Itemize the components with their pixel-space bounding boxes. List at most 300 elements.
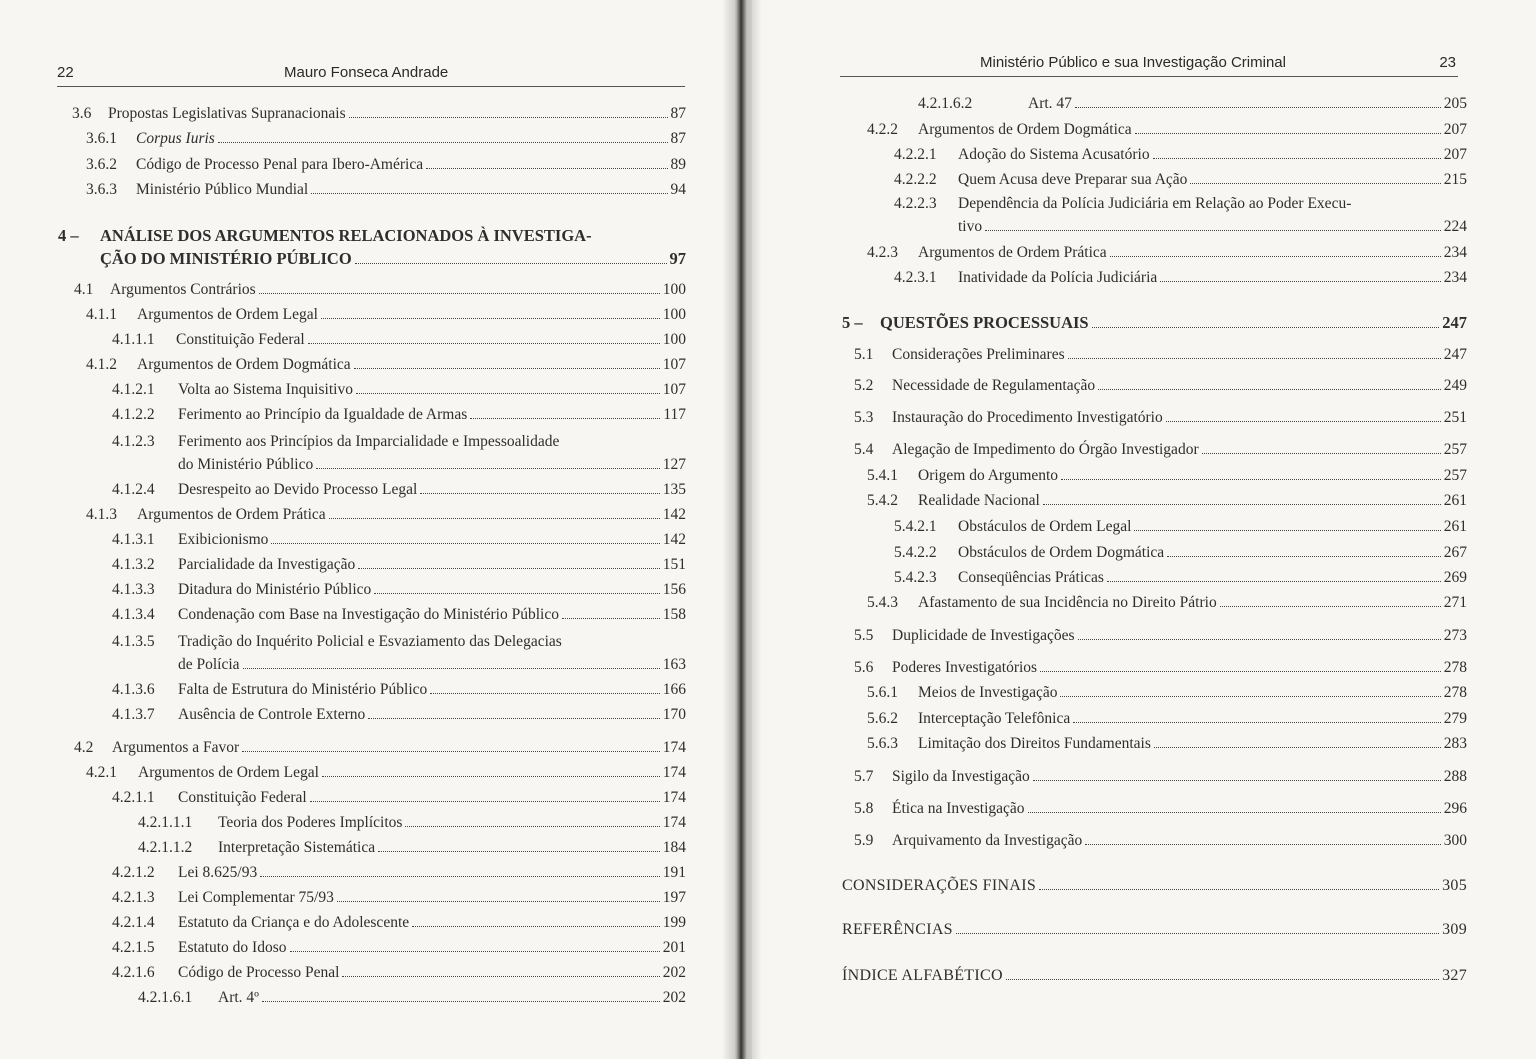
toc-entry-label: Origem do Argumento	[918, 467, 1059, 484]
toc-entry-label: Argumentos de Ordem Dogmática	[137, 356, 351, 373]
toc-entry-page: 156	[662, 581, 686, 598]
toc-entry-label: Realidade Nacional	[918, 492, 1040, 509]
toc-entry-label: do Ministério Público	[178, 456, 314, 473]
toc-entry-4-2-1-3-lei-complementar-75-93	[112, 888, 686, 908]
toc-entry-5-6-poderes-investigatorios	[854, 658, 1467, 678]
toc-entry-label: Alegação de Impedimento do Órgão Investigador	[892, 441, 1199, 458]
toc-entry-label: Parcialidade da Investigação	[178, 556, 356, 573]
toc-entry-page: 296	[1443, 800, 1467, 817]
toc-entry-number: 4 –	[58, 226, 79, 245]
toc-entry-page: 166	[662, 681, 686, 698]
toc-dot-leader	[1098, 389, 1441, 390]
toc-entry-number: 5.4	[854, 441, 874, 458]
toc-dot-leader	[562, 618, 660, 619]
toc-entry-label: Argumentos de Ordem Prática	[918, 244, 1107, 261]
toc-entry-label: Volta ao Sistema Inquisitivo	[178, 381, 353, 398]
toc-entry-4-1-3-6-falta-de-estrutura-do-ministerio-publico	[112, 680, 686, 700]
toc-entry-4-2-2-3-tivo	[894, 217, 1467, 237]
toc-entry-label: Conseqüências Práticas	[958, 569, 1104, 586]
toc-entry-number: 4.2.1.6	[112, 964, 155, 981]
toc-dot-leader	[412, 926, 660, 927]
toc-entry-label: Estatuto do Idoso	[178, 939, 287, 956]
toc-dot-leader	[1028, 812, 1441, 813]
toc-dot-leader	[1220, 606, 1441, 607]
toc-entry-page: 202	[662, 989, 686, 1006]
toc-entry-number: 5.4.1	[867, 467, 898, 484]
toc-entry-label: Lei Complementar 75/93	[178, 889, 334, 906]
toc-entry-page: 249	[1443, 377, 1467, 394]
toc-entry-consideracoes-finais	[842, 876, 1467, 896]
toc-dot-leader	[1068, 358, 1441, 359]
left-page-number: 22	[57, 64, 74, 81]
toc-entry-4-2-1-1-1-teoria-dos-poderes-implicitos	[138, 813, 686, 833]
toc-entry-indice-alfabetico	[842, 966, 1467, 986]
toc-entry-number: 4.1.3.7	[112, 706, 155, 723]
toc-entry-4-1-2-2-ferimento-ao-principio-da-igualdade-de-armas	[112, 405, 686, 425]
toc-entry-number: 4.2.2	[867, 121, 898, 138]
toc-dot-leader	[1040, 671, 1441, 672]
toc-entry-4-2-1-5-estatuto-do-idoso	[112, 938, 686, 958]
toc-entry-number: 4.1.3.2	[112, 556, 155, 573]
toc-entry-number: 4.2.1.2	[112, 864, 155, 881]
toc-dot-leader	[337, 901, 660, 902]
toc-entry-page: 135	[662, 481, 686, 498]
toc-entry-page: 327	[1442, 967, 1467, 984]
toc-entry-number: 4.1.3.1	[112, 531, 155, 548]
toc-dot-leader	[358, 568, 659, 569]
toc-entry-page: 234	[1443, 269, 1467, 286]
toc-entry-number: 4.1.2.1	[112, 381, 155, 398]
toc-entry-number: 3.6.1	[86, 130, 117, 147]
toc-entry-number: 5.7	[854, 768, 874, 785]
toc-dot-leader	[1202, 453, 1441, 454]
toc-dot-leader	[1043, 504, 1441, 505]
toc-entry-label: Falta de Estrutura do Ministério Público	[178, 681, 428, 698]
toc-entry-5-4-2-1-obstaculos-de-ordem-legal	[894, 517, 1467, 537]
toc-entry-page: 267	[1443, 544, 1467, 561]
toc-entry-label: REFERÊNCIAS	[842, 921, 953, 938]
toc-entry-5-5-duplicidade-de-investigacoes	[854, 626, 1467, 646]
left-toc	[0, 0, 735, 1059]
right-toc	[752, 0, 1536, 1059]
toc-entry-label: Interceptação Telefônica	[918, 710, 1071, 727]
toc-entry-4-2-1-1-constituicao-federal	[112, 788, 686, 808]
toc-entry-label: Ferimento ao Princípio da Igualdade de Armas	[178, 406, 468, 423]
toc-dot-leader	[1033, 780, 1441, 781]
toc-entry-4-cao-do-ministerio-publico-line1	[58, 226, 592, 246]
toc-entry-number: 4.2.2.2	[894, 171, 937, 188]
left-running-title: Mauro Fonseca Andrade	[284, 64, 449, 81]
toc-entry-5-4-1-origem-do-argumento	[867, 466, 1467, 486]
toc-entry-page: 100	[662, 306, 686, 323]
toc-dot-leader	[430, 693, 659, 694]
toc-dot-leader	[329, 518, 660, 519]
toc-entry-number: 4.1.1.1	[112, 331, 155, 348]
toc-entry-4-1-2-4-desrespeito-ao-devido-processo-legal	[112, 480, 686, 500]
toc-entry-number: 5.6.1	[867, 684, 898, 701]
toc-entry-page: 207	[1443, 146, 1467, 163]
toc-entry-label: Necessidade de Regulamentação	[892, 377, 1096, 394]
toc-entry-4-2-2-1-adocao-do-sistema-acusatorio	[894, 145, 1467, 165]
toc-entry-number: 4.2.1.5	[112, 939, 155, 956]
toc-entry-4-2-1-6-1-art-4	[138, 988, 686, 1008]
toc-entry-label: Argumentos Contrários	[110, 281, 256, 298]
toc-entry-label: Art. 47	[1028, 95, 1072, 112]
toc-dot-leader	[316, 468, 660, 469]
toc-entry-number: 5 –	[842, 313, 863, 332]
toc-entry-page: 269	[1443, 569, 1467, 586]
toc-dot-leader	[262, 1001, 660, 1002]
toc-dot-leader	[368, 718, 660, 719]
toc-entry-number: 4.2.1.6.2	[918, 95, 973, 112]
toc-entry-number: 3.6.2	[86, 156, 117, 173]
toc-entry-4-1-3-argumentos-de-ordem-pratica	[86, 505, 686, 525]
toc-dot-leader	[290, 951, 660, 952]
toc-entry-label: Condenação com Base na Investigação do Ministério Público	[178, 606, 559, 623]
toc-entry-number: 5.6.3	[867, 735, 898, 752]
toc-entry-label: Argumentos de Ordem Dogmática	[918, 121, 1132, 138]
toc-entry-label: Argumentos a Favor	[112, 739, 240, 756]
toc-dot-leader	[1190, 183, 1440, 184]
toc-dot-leader	[1166, 421, 1441, 422]
toc-entry-label: Corpus Iuris	[136, 130, 215, 147]
toc-entry-number: 5.4.2.2	[894, 544, 937, 561]
toc-entry-page: 257	[1443, 467, 1467, 484]
toc-dot-leader	[1039, 889, 1439, 890]
toc-entry-page: 158	[662, 606, 686, 623]
toc-entry-page: 142	[662, 531, 686, 548]
toc-entry-page: 279	[1443, 710, 1467, 727]
toc-entry-number: 4.1.1	[86, 306, 117, 323]
toc-entry-number: 4.2.1	[86, 764, 117, 781]
toc-entry-label: de Polícia	[178, 656, 240, 673]
toc-entry-page: 305	[1442, 877, 1467, 894]
toc-entry-page: 207	[1443, 121, 1467, 138]
toc-dot-leader	[378, 851, 660, 852]
toc-entry-page: 257	[1443, 441, 1467, 458]
toc-entry-4-1-2-3-do-ministerio-publico-line1	[112, 432, 559, 452]
toc-entry-5-4-2-2-obstaculos-de-ordem-dogmatica	[894, 543, 1467, 563]
toc-entry-4-1-3-4-condenacao-com-base-na-investigacao-do-ministerio-pu	[112, 605, 686, 625]
toc-entry-number: 4.1.2.4	[112, 481, 155, 498]
toc-dot-leader	[426, 168, 667, 169]
toc-entry-4-2-2-3-tivo-line1	[894, 194, 1351, 214]
toc-entry-number: 4.2.2.1	[894, 146, 937, 163]
toc-entry-page: 100	[662, 281, 686, 298]
toc-entry-number: 5.6	[854, 659, 874, 676]
toc-entry-label: Desrespeito ao Devido Processo Legal	[178, 481, 418, 498]
toc-dot-leader	[1134, 530, 1440, 531]
toc-entry-label: Obstáculos de Ordem Dogmática	[958, 544, 1165, 561]
toc-entry-3-6-3-ministerio-publico-mundial	[86, 180, 686, 200]
toc-entry-5-6-3-limitacao-dos-direitos-fundamentais	[867, 734, 1467, 754]
toc-entry-page: 174	[662, 814, 686, 831]
toc-entry-page: 273	[1443, 627, 1467, 644]
toc-entry-label: Art. 4º	[218, 989, 259, 1006]
toc-entry-label: Ausência de Controle Externo	[178, 706, 366, 723]
toc-entry-4-1-3-5-de-policia-line1	[112, 632, 562, 652]
toc-entry-4-cao-do-ministerio-publico	[58, 249, 686, 269]
toc-entry-number: 4.2.1.3	[112, 889, 155, 906]
toc-entry-page: 300	[1443, 832, 1467, 849]
toc-entry-4-1-2-1-volta-ao-sistema-inquisitivo	[112, 380, 686, 400]
toc-entry-label: Limitação dos Direitos Fundamentais	[918, 735, 1151, 752]
toc-entry-4-1-3-5-de-policia	[112, 655, 686, 675]
toc-entry-5-3-instauracao-do-procedimento-investigatorio	[854, 408, 1467, 428]
toc-entry-number: 4.1	[74, 281, 94, 298]
toc-entry-label: Meios de Investigação	[918, 684, 1058, 701]
toc-dot-leader	[308, 343, 660, 344]
toc-entry-4-1-3-3-ditadura-do-ministerio-publico	[112, 580, 686, 600]
toc-entry-page: 247	[1442, 313, 1467, 332]
toc-dot-leader	[1154, 747, 1441, 748]
toc-entry-number: 4.1.3.3	[112, 581, 155, 598]
toc-dot-leader	[470, 418, 660, 419]
toc-entry-4-1-3-7-ausencia-de-controle-externo	[112, 705, 686, 725]
toc-dot-leader	[1160, 281, 1440, 282]
toc-entry-4-1-2-argumentos-de-ordem-dogmatica	[86, 355, 686, 375]
toc-entry-5-4-alegacao-de-impedimento-do-orgao-investigador	[854, 440, 1467, 460]
toc-dot-leader	[349, 117, 668, 118]
toc-entry-label: Constituição Federal	[178, 789, 307, 806]
toc-entry-page: 278	[1443, 684, 1467, 701]
toc-entry-page: 107	[662, 356, 686, 373]
toc-entry-number: 4.2.1.6.1	[138, 989, 193, 1006]
toc-entry-number: 5.8	[854, 800, 874, 817]
toc-entry-number: 4.2.3	[867, 244, 898, 261]
toc-dot-leader	[985, 230, 1441, 231]
toc-entry-page: 151	[662, 556, 686, 573]
toc-dot-leader	[243, 668, 660, 669]
toc-entry-page: 184	[662, 839, 686, 856]
toc-dot-leader	[1110, 256, 1441, 257]
toc-dot-leader	[310, 801, 660, 802]
toc-entry-4-1-2-3-do-ministerio-publico	[112, 455, 686, 475]
toc-entry-5-6-2-interceptacao-telefonica	[867, 709, 1467, 729]
toc-entry-label: QUESTÕES PROCESSUAIS	[880, 313, 1089, 332]
toc-entry-page: 174	[662, 764, 686, 781]
toc-entry-4-2-3-argumentos-de-ordem-pratica	[867, 243, 1467, 263]
toc-dot-leader	[354, 368, 660, 369]
right-running-title: Ministério Público e sua Investigação Criminal	[980, 54, 1286, 71]
right-page-number: 23	[1439, 54, 1456, 71]
toc-entry-4-2-1-2-lei-8-625-93	[112, 863, 686, 883]
toc-dot-leader	[1135, 133, 1441, 134]
toc-entry-page: 247	[1443, 346, 1467, 363]
toc-entry-label: Ministério Público Mundial	[136, 181, 309, 198]
toc-dot-leader	[1075, 107, 1441, 108]
toc-entry-number: 5.4.2.3	[894, 569, 937, 586]
toc-dot-leader	[405, 826, 659, 827]
toc-entry-number: 5.9	[854, 832, 874, 849]
toc-dot-leader	[1061, 479, 1441, 480]
toc-entry-label: Lei 8.625/93	[178, 864, 258, 881]
toc-entry-number: 4.1.2	[86, 356, 117, 373]
toc-dot-leader	[1078, 639, 1441, 640]
toc-entry-number: 5.2	[854, 377, 874, 394]
toc-entry-referencias	[842, 920, 1467, 940]
toc-entry-number: 4.2	[74, 739, 94, 756]
toc-entry-page: 117	[663, 406, 686, 423]
toc-entry-label: Inatividade da Polícia Judiciária	[958, 269, 1158, 286]
toc-entry-3-6-1-corpus-iuris	[86, 129, 686, 149]
toc-entry-page: 261	[1443, 518, 1467, 535]
toc-entry-page: 174	[662, 739, 686, 756]
toc-dot-leader	[311, 193, 667, 194]
toc-entry-5-9-arquivamento-da-investigacao	[854, 831, 1467, 851]
toc-entry-page: 283	[1443, 735, 1467, 752]
toc-entry-3-6-2-codigo-de-processo-penal-para-ibero-america	[86, 155, 686, 175]
toc-entry-4-2-2-argumentos-de-ordem-dogmatica	[867, 120, 1467, 140]
toc-entry-page: 87	[670, 130, 686, 147]
toc-dot-leader	[1167, 556, 1441, 557]
toc-dot-leader	[1107, 581, 1441, 582]
toc-entry-page: 142	[662, 506, 686, 523]
toc-dot-leader	[1085, 844, 1441, 845]
toc-entry-label: Arquivamento da Investigação	[892, 832, 1083, 849]
toc-entry-4-2-1-6-codigo-de-processo-penal	[112, 963, 686, 983]
toc-entry-label: Sigilo da Investigação	[892, 768, 1030, 785]
toc-entry-number: 5.4.2.1	[894, 518, 937, 535]
toc-entry-label: Código de Processo Penal	[178, 964, 340, 981]
toc-entry-label: Código de Processo Penal para Ibero-América	[136, 156, 424, 173]
toc-entry-number: 4.2.1.1	[112, 789, 155, 806]
toc-entry-number: 4.1.3.4	[112, 606, 155, 623]
toc-entry-number: 4.1.2.2	[112, 406, 155, 423]
toc-entry-number: 4.2.1.4	[112, 914, 155, 931]
toc-entry-page: 163	[662, 656, 686, 673]
toc-dot-leader	[271, 543, 659, 544]
toc-entry-page: 251	[1443, 409, 1467, 426]
left-page	[0, 0, 735, 1059]
toc-entry-page: 97	[669, 249, 686, 268]
toc-entry-label: Poderes Investigatórios	[892, 659, 1038, 676]
toc-entry-label: CONSIDERAÇÕES FINAIS	[842, 877, 1037, 894]
toc-entry-label: Argumentos de Ordem Legal	[138, 764, 319, 781]
toc-entry-label-line1: Ferimento aos Princípios da Imparcialidade e Impessoalidade	[178, 433, 560, 450]
toc-entry-page: 205	[1443, 95, 1467, 112]
toc-dot-leader	[420, 493, 659, 494]
toc-entry-page: 288	[1443, 768, 1467, 785]
toc-entry-label: ÇÃO DO MINISTÉRIO PÚBLICO	[100, 249, 352, 268]
toc-entry-3-6-propostas-legislativas-supranacionais	[72, 104, 686, 124]
toc-entry-number: 4.1.3	[86, 506, 117, 523]
toc-entry-5-questoes-processuais	[842, 313, 1467, 333]
toc-entry-number: 5.4.2	[867, 492, 898, 509]
toc-entry-4-2-1-4-estatuto-da-crianca-e-do-adolescente	[112, 913, 686, 933]
toc-entry-4-1-1-argumentos-de-ordem-legal	[86, 305, 686, 325]
toc-entry-number: 4.2.1.1.2	[138, 839, 193, 856]
toc-entry-number: 5.4.3	[867, 594, 898, 611]
toc-dot-leader	[260, 876, 660, 877]
toc-entry-4-1-3-1-exibicionismo	[112, 530, 686, 550]
toc-entry-number: 5.6.2	[867, 710, 898, 727]
toc-entry-number: 3.6	[72, 105, 92, 122]
toc-entry-label: Exibicionismo	[178, 531, 269, 548]
toc-entry-page: 197	[662, 889, 686, 906]
toc-entry-page: 309	[1442, 921, 1467, 938]
toc-entry-4-2-2-2-quem-acusa-deve-preparar-sua-acao	[894, 170, 1467, 190]
toc-entry-number: 5.3	[854, 409, 874, 426]
toc-entry-label: tivo	[958, 218, 983, 235]
toc-entry-label: Teoria dos Poderes Implícitos	[218, 814, 403, 831]
toc-entry-4-2-1-1-2-interpretacao-sistematica	[138, 838, 686, 858]
toc-entry-number: 4.1.2.3	[112, 433, 155, 450]
toc-entry-5-8-etica-na-investigacao	[854, 799, 1467, 819]
toc-entry-page: 170	[662, 706, 686, 723]
toc-entry-page: 224	[1443, 218, 1467, 235]
toc-entry-label: ÍNDICE ALFABÉTICO	[842, 967, 1003, 984]
toc-entry-page: 215	[1443, 171, 1467, 188]
toc-entry-5-7-sigilo-da-investigacao	[854, 767, 1467, 787]
toc-entry-label: Argumentos de Ordem Legal	[137, 306, 318, 323]
toc-entry-page: 127	[662, 456, 686, 473]
toc-dot-leader	[1153, 158, 1441, 159]
toc-entry-number: 4.2.1.1.1	[138, 814, 193, 831]
toc-entry-page: 234	[1443, 244, 1467, 261]
toc-dot-leader	[355, 263, 667, 264]
toc-entry-number: 4.2.2.3	[894, 195, 937, 212]
toc-entry-page: 199	[662, 914, 686, 931]
toc-entry-page: 174	[662, 789, 686, 806]
toc-entry-4-1-3-2-parcialidade-da-investigacao	[112, 555, 686, 575]
toc-entry-label: Adoção do Sistema Acusatório	[958, 146, 1150, 163]
toc-entry-label: Propostas Legislativas Supranacionais	[108, 105, 346, 122]
book-gutter	[722, 0, 762, 1059]
toc-entry-page: 191	[662, 864, 686, 881]
toc-entry-number: 5.5	[854, 627, 874, 644]
toc-dot-leader	[956, 933, 1439, 934]
toc-entry-4-1-argumentos-contrarios	[74, 280, 686, 300]
toc-entry-number: 4.1.3.5	[112, 633, 155, 650]
toc-entry-label-line1: ANÁLISE DOS ARGUMENTOS RELACIONADOS À INVESTIGA-	[100, 226, 592, 245]
toc-entry-number: 5.1	[854, 346, 874, 363]
toc-entry-4-2-argumentos-a-favor	[74, 738, 686, 758]
toc-entry-label: Afastamento de sua Incidência no Direito Pátrio	[918, 594, 1217, 611]
toc-dot-leader	[259, 293, 660, 294]
toc-entry-number: 3.6.3	[86, 181, 117, 198]
toc-entry-label: Ditadura do Ministério Público	[178, 581, 372, 598]
toc-entry-4-2-3-1-inatividade-da-policia-judiciaria	[894, 268, 1467, 288]
toc-dot-leader	[374, 593, 659, 594]
toc-dot-leader	[1092, 327, 1440, 328]
toc-dot-leader	[356, 393, 660, 394]
toc-entry-number: 4.2.3.1	[894, 269, 937, 286]
toc-entry-page: 87	[670, 105, 686, 122]
toc-entry-label: Obstáculos de Ordem Legal	[958, 518, 1132, 535]
toc-entry-label: Interpretação Sistemática	[218, 839, 376, 856]
toc-entry-label: Argumentos de Ordem Prática	[137, 506, 326, 523]
toc-entry-5-4-2-3-consequencias-praticas	[894, 568, 1467, 588]
toc-dot-leader	[322, 776, 660, 777]
toc-entry-4-2-1-argumentos-de-ordem-legal	[86, 763, 686, 783]
toc-entry-page: 107	[662, 381, 686, 398]
toc-entry-5-4-2-realidade-nacional	[867, 491, 1467, 511]
toc-dot-leader	[242, 751, 660, 752]
toc-entry-5-1-consideracoes-preliminares	[854, 345, 1467, 365]
toc-entry-page: 89	[670, 156, 686, 173]
toc-entry-label: Instauração do Procedimento Investigatório	[892, 409, 1163, 426]
toc-entry-page: 201	[662, 939, 686, 956]
toc-dot-leader	[1060, 696, 1440, 697]
toc-entry-5-4-3-afastamento-de-sua-incidencia-no-direito-patrio	[867, 593, 1467, 613]
toc-dot-leader	[342, 976, 659, 977]
toc-entry-page: 100	[662, 331, 686, 348]
toc-entry-label: Estatuto da Criança e do Adolescente	[178, 914, 410, 931]
toc-dot-leader	[321, 318, 660, 319]
toc-entry-4-1-1-1-constituicao-federal	[112, 330, 686, 350]
toc-entry-label: Considerações Preliminares	[892, 346, 1065, 363]
